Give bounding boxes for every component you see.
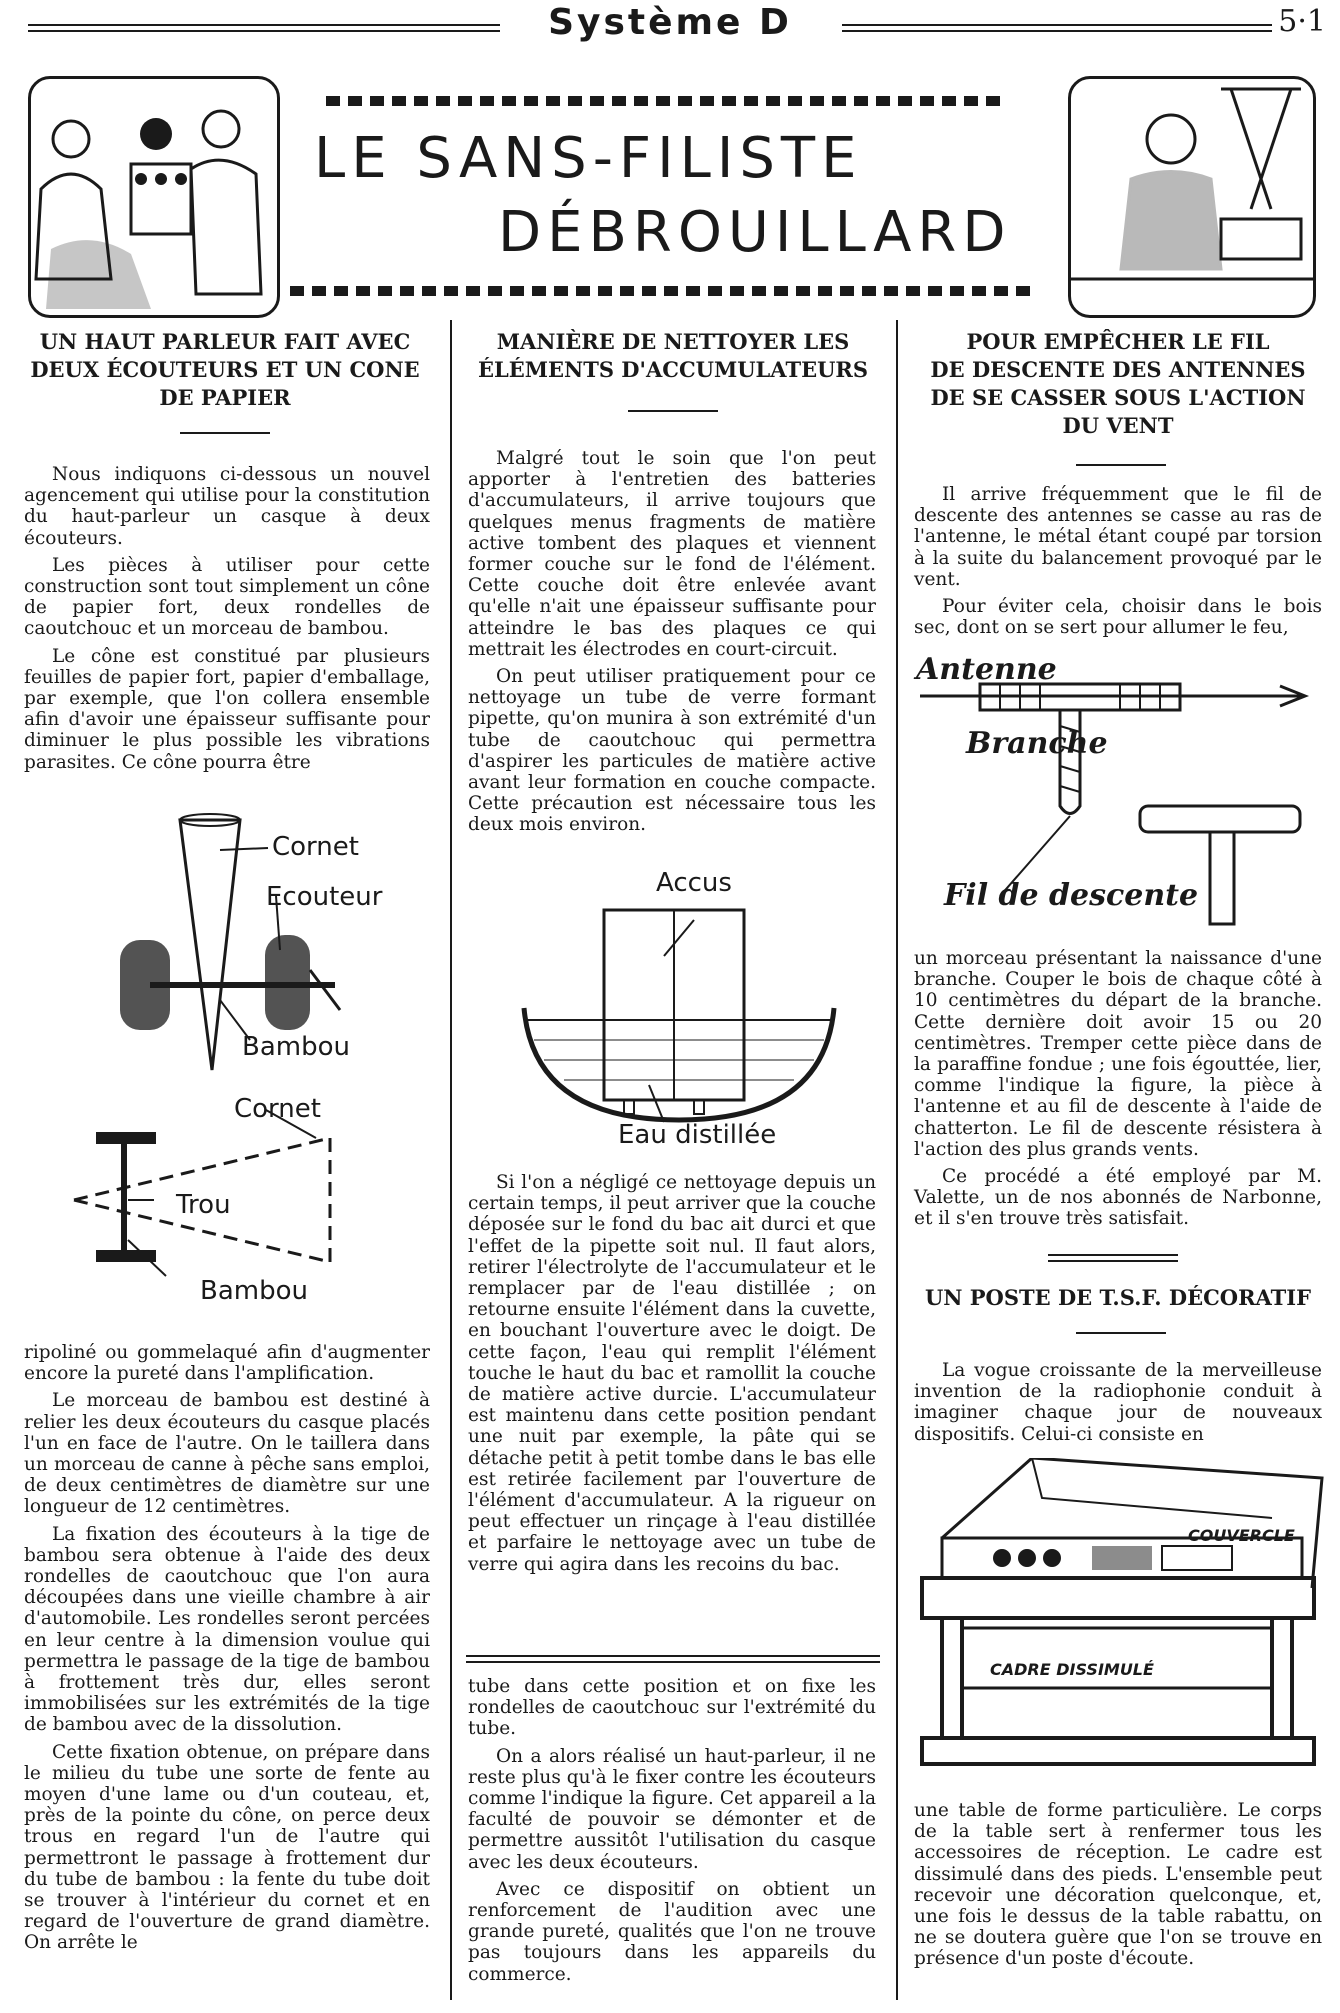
col2-heading xyxy=(462,328,884,384)
label-trou: Trou xyxy=(176,1190,231,1220)
figure-accumulator xyxy=(514,900,844,1130)
paragraph: Le morceau de bambou est destiné à relier les deux écouteurs du casque placés l'un en face de l'autre. On le taillera dans un morceau de canne à pêche sans emploi, de deux centimètres de diamètre sur une longueur de 12 centimètres. xyxy=(24,1390,430,1518)
col3-text-mid xyxy=(914,948,1322,1236)
col3-text-bottom xyxy=(914,1800,1322,1976)
col1-heading xyxy=(18,328,432,412)
paragraph: tube dans cette position et on fixe les rondelles de caoutchouc sur l'extrémité du tube. xyxy=(468,1676,876,1740)
header-rule-left-2 xyxy=(28,30,500,32)
banner-title-line1: LE SANS-FILISTE xyxy=(314,126,863,191)
col1-heading-line: DEUX ÉCOUTEURS ET UN CONE xyxy=(30,357,420,382)
paragraph: Avec ce dispositif on obtient un renforcement de l'audition avec une grande pureté, qualités que l'on ne trouve pas toujours dans les appareils du commerce. xyxy=(468,1878,876,1985)
col3-heading xyxy=(908,328,1328,440)
col3-separator-2 xyxy=(1048,1260,1178,1262)
col3-heading-line: DU VENT xyxy=(1062,413,1174,438)
banner-illustration-right xyxy=(1068,76,1316,318)
label-branche: Branche xyxy=(966,726,1108,761)
paragraph: Les pièces à utiliser pour cette construction sont tout simplement un cône de papier fort, deux rondelles de caoutchouc et un morceau de bambou. xyxy=(24,554,430,640)
banner-title-line2: DÉBROUILLARD xyxy=(498,200,1012,265)
col3-heading-line: DE DESCENTE DES ANTENNES xyxy=(930,357,1306,382)
col2-heading-rule xyxy=(628,410,718,412)
paragraph: Le cône est constitué par plusieurs feuilles de papier fort, papier d'emballage, par exemple, que l'on collera ensemble afin d'avoir une épaisseur suffisante pour diminuer le plus possible les vibrations parasites. Ce cône pourra être xyxy=(24,645,430,773)
label-cornet-2: Cornet xyxy=(234,1094,321,1124)
label-antenne: Antenne xyxy=(916,652,1057,687)
label-fil-de-descente: Fil de descente xyxy=(944,878,1199,913)
paragraph: une table de forme particulière. Le corps de la table sert à renfermer tous les accessoires de réception. Le cadre est dissimulé dans des pieds. L'ensemble peut recevoir une décoration quelconque, et, une fois le dessus de la table rabattu, on ne se doutera guère que l'on se trouve en présence d'un poste d'écoute. xyxy=(914,1800,1322,1970)
col3-heading-2: UN POSTE DE T.S.F. DÉCORATIF xyxy=(924,1285,1312,1310)
col3-heading-rule xyxy=(1076,464,1166,466)
paragraph: ripoliné ou gommelaqué afin d'augmenter encore la pureté dans l'amplification. xyxy=(24,1342,430,1385)
paragraph: Pour éviter cela, choisir dans le bois sec, dont on se sert pour allumer le feu, xyxy=(914,596,1322,639)
label-cornet: Cornet xyxy=(272,832,359,862)
col3-separator xyxy=(1048,1254,1178,1256)
label-accus: Accus xyxy=(656,868,732,898)
header-rule-right xyxy=(842,24,1272,26)
col1-heading-line: DE PAPIER xyxy=(159,385,291,410)
col3-heading-line: POUR EMPÊCHER LE FIL xyxy=(966,329,1270,354)
label-couvercle: COUVERCLE xyxy=(1188,1526,1295,1545)
col1-text-top xyxy=(24,464,430,779)
col3-text-top xyxy=(914,484,1322,644)
paragraph: Malgré tout le soin que l'on peut apporter à l'entretien des batteries d'accumulateurs, il arrive toujours que quelques menus fragments de matière active tombent des plaques et viennent former couche sur le fond de l'élément. Cette couche doit être enlevée avant qu'elle n'ait une épaisseur suffisante pour atteindre le bas des plaques ce qui mettrait les électrodes en court-circuit. xyxy=(468,448,876,660)
page-number: 5·1 xyxy=(1278,4,1326,39)
paragraph: Ce procédé a été employé par M. Valette, un de nos abonnés de Narbonne, et il s'en trouve très satisfait. xyxy=(914,1166,1322,1230)
col1-heading-line: UN HAUT PARLEUR FAIT AVEC xyxy=(39,329,411,354)
figure-radio-table xyxy=(912,1458,1326,1784)
col2-separator-2 xyxy=(466,1661,880,1663)
running-title: Système D xyxy=(548,2,792,43)
label-bambou: Bambou xyxy=(242,1032,350,1062)
paragraph: On peut utiliser pratiquement pour ce nettoyage un tube de verre formant pipette, qu'on munira à son extrémité d'un tube de caoutchouc qui permettra d'aspirer les particules de matière active avant leur formation en couche compacte. Cette précaution est nécessaire tous les deux mois environ. xyxy=(468,666,876,836)
column-divider-2 xyxy=(896,320,898,2000)
label-eau-distillee: Eau distillée xyxy=(618,1120,777,1150)
banner-illustration-left xyxy=(28,76,280,318)
paragraph: Il arrive fréquemment que le fil de descente des antennes se casse au ras de l'antenne, le métal étant coupé par torsion à la suite du balancement provoqué par le vent. xyxy=(914,484,1322,590)
paragraph: Nous indiquons ci-dessous un nouvel agencement qui utilise pour la constitution du haut-parleur un casque à deux écouteurs. xyxy=(24,464,430,549)
label-cadre-dissimule: CADRE DISSIMULÉ xyxy=(990,1660,1154,1679)
col2-text-bottom xyxy=(468,1676,876,1991)
paragraph: On a alors réalisé un haut-parleur, il ne reste plus qu'à le fixer contre les écouteurs comme l'indique la figure. Cet appareil a la faculté de pouvoir se démonter et de permettre aussitôt l'utilisation du casque avec les deux écouteurs. xyxy=(468,1745,876,1873)
paragraph: La vogue croissante de la merveilleuse invention de la radiophonie conduit à imaginer chaque jour de nouveaux dispositifs. Celui-ci consiste en xyxy=(914,1360,1322,1445)
col3-text-tsf xyxy=(914,1360,1322,1451)
paragraph: Si l'on a négligé ce nettoyage depuis un certain temps, il peut arriver que la couche déposée sur le fond du bac ait durci et que l'effet de la pipette soit nul. Il faut alors, retirer l'électrolyte de l'accumulateur et le remplacer par de l'eau distillée ; on retourne ensuite l'élément dans la cuvette, en bouchant l'ouverture avec le doigt. De cette façon, l'eau qui remplit l'élément touche le haut du bac et ramollit la couche de matière active durcie. L'accumulateur est maintenu dans cette position pendant une nuit par exemple, la pâte qui se détache petit à petit tombe dans le bas elle est retirée facilement par l'ouverture de l'élément d'accumulateur. A la rigueur on peut effectuer un rinçage à l'eau distillée et parfaire le nettoyage avec un tube de verre qui agira dans les recoins du bac. xyxy=(468,1172,876,1575)
col2-heading-line: MANIÈRE DE NETTOYER LES xyxy=(496,329,850,354)
header-rule-left xyxy=(28,24,500,26)
col3-heading-2-rule xyxy=(1076,1332,1166,1334)
label-ecouteur: Ecouteur xyxy=(266,882,383,912)
col3-heading-line: DE SE CASSER SOUS L'ACTION xyxy=(930,385,1306,410)
column-divider-1 xyxy=(450,320,452,2000)
col2-text-top xyxy=(468,448,876,842)
label-bambou-2: Bambou xyxy=(200,1276,308,1306)
col1-text-bottom xyxy=(24,1342,430,1960)
banner-dots-top xyxy=(326,96,1006,106)
banner-dots-bottom xyxy=(290,286,1030,296)
col1-heading-rule xyxy=(180,432,270,434)
paragraph: un morceau présentant la naissance d'une branche. Couper le bois de chaque côté à 10 centimètres du départ de la branche. Cette dernière doit avoir 15 ou 20 centimètres. Tremper cette pièce dans de la paraffine fondue ; une fois égouttée, lier, comme l'indique la figure, la pièce à l'antenne et au fil de descente à l'aide de chatterton. Le fil de descente résistera à l'action des plus grands vents. xyxy=(914,948,1322,1160)
paragraph: La fixation des écouteurs à la tige de bambou sera obtenue à l'aide des deux rondelles de caoutchouc que l'on aura découpées dans une vieille chambre à air d'automobile. Les rondelles seront percées en leur centre à la dimension voulue qui permettra le passage de la tige de bambou à frottement très dur, elles seront immobilisées sur les extrémités de la tige de bambou avec de la dissolution. xyxy=(24,1523,430,1736)
col2-heading-line: ÉLÉMENTS D'ACCUMULATEURS xyxy=(477,357,869,382)
header-rule-right-2 xyxy=(842,30,1272,32)
col2-text-mid xyxy=(468,1172,876,1581)
paragraph: Cette fixation obtenue, on prépare dans le milieu du tube une sorte de fente au moyen d'une lame ou d'un couteau, et, près de la pointe du cône, on perce deux trous en regard l'un de l'autre qui permettront le passage à frottement dur du tube de bambou : la fente du tube doit se trouver à l'intérieur du cornet et en regard de l'ouverture de grand diamètre. On arrête le xyxy=(24,1741,430,1954)
col2-separator xyxy=(466,1655,880,1657)
